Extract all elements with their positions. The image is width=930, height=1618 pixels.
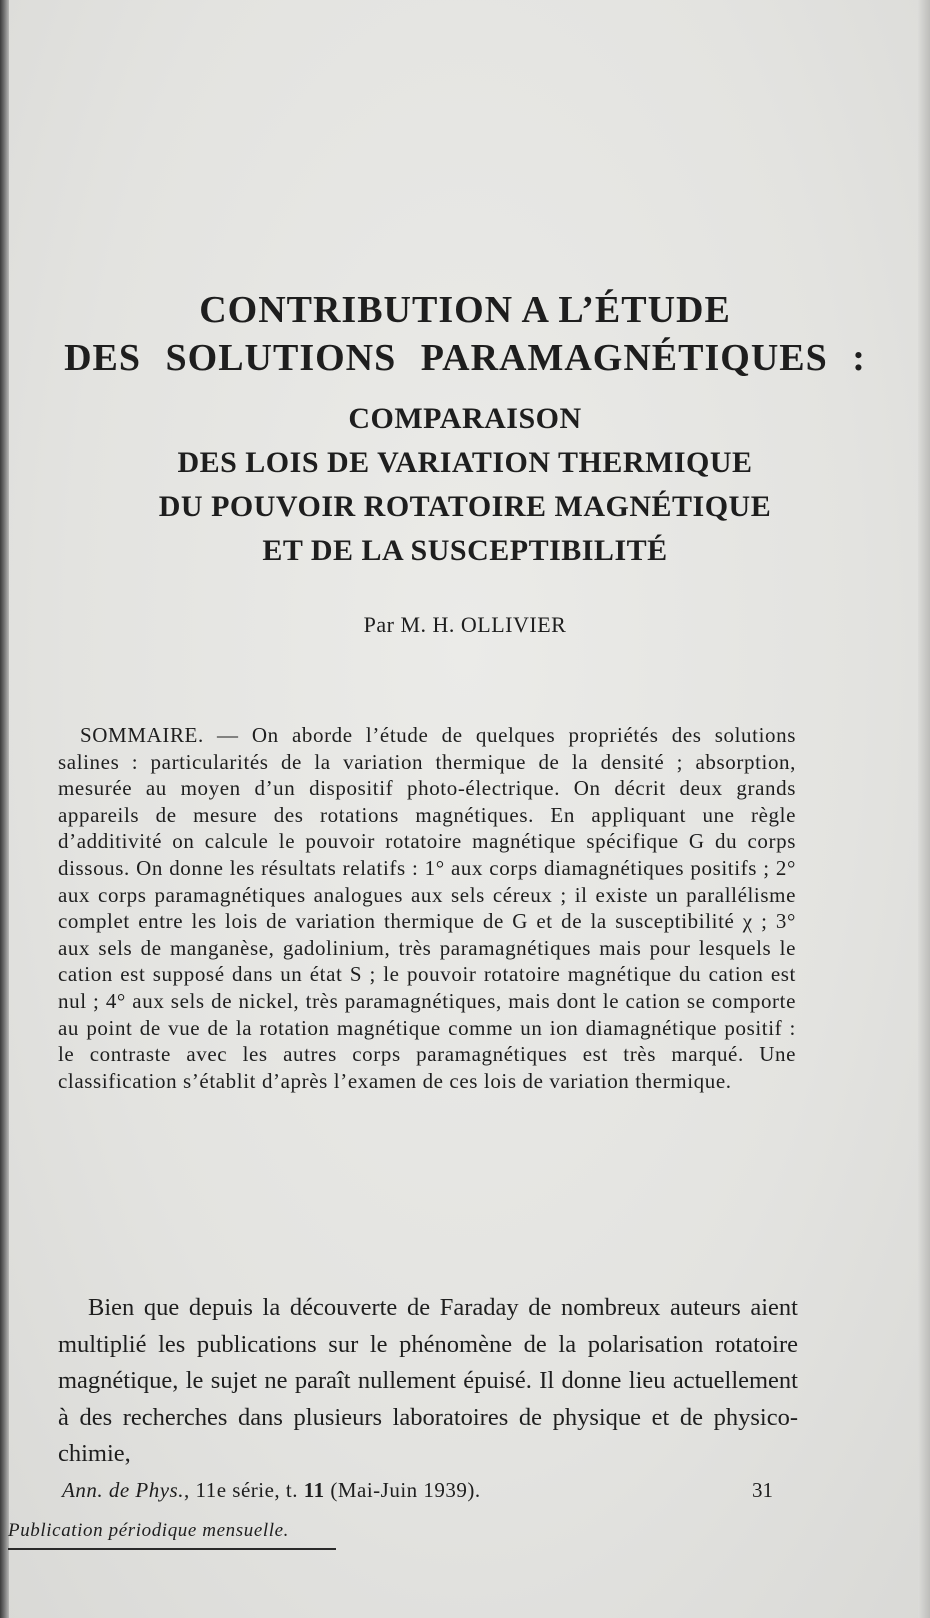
abstract-text: On aborde l’étude de quelques propriétés des solutions salines : particularités de la variation thermique de la densité ; absorption, mesurée au moyen d’un dispositif photo-électrique. On décrit deux grands appareils de mesure des rotations magnétiques. En appliquant une règle d’additivité on calcule le pouvoir rotatoire magnétique spécifique G du corps dissous. On donne les résultats relatifs : 1° aux corps diamagnétiques positifs ; 2° aux corps paramagnétiques analogues aux sels céreux ; il existe un parallélisme complet entre les lois de variation thermique de G et de la susceptibilité χ ; 3° aux sels de manganèse, gadolinium, très paramagnétiques mais pour lesquels le cation est supposé dans un état S ; le pouvoir rotatoire magnétique du cation est nul ; 4° aux sels de nickel, très paramagnétiques, mais dont le cation se comporte au point de vue de la rotation magnétique comme un ion diamagnétique positif : le contraste avec les autres corps paramagnétiques est très marqué. Une classification s’établit d’après l’examen de ces lois de variation thermique. <box>58 723 796 1093</box>
title-line-2: DES SOLUTIONS PARAMAGNÉTIQUES : <box>64 337 866 379</box>
subtitle-line-2: DES LOIS DE VARIATION THERMIQUE <box>177 446 753 479</box>
journal-series: , 11e série, t. <box>183 1478 299 1502</box>
subtitle-line-4: ET DE LA SUSCEPTIBILITÉ <box>262 534 668 567</box>
journal-volume: 11 <box>303 1478 325 1502</box>
journal-name: Ann. de Phys. <box>62 1478 184 1502</box>
journal-citation <box>62 1478 481 1503</box>
journal-date: (Mai-Juin 1939). <box>330 1478 481 1502</box>
title-line-1: CONTRIBUTION A L’ÉTUDE <box>199 289 731 331</box>
body-paragraph: Bien que depuis la découverte de Faraday de nombreux auteurs aient multiplié les publications sur le phénomène de la polarisation rotatoire magnétique, le sujet ne paraît nullement épuisé. Il donne lieu actuellement à des recherches dans plusieurs laboratoires de physique et de physico-chimie, <box>58 1294 798 1468</box>
subtitle-line-1: COMPARAISON <box>348 402 582 435</box>
page-binding-edge <box>0 0 9 1618</box>
abstract <box>58 722 796 1094</box>
page-right-edge <box>918 0 930 1618</box>
footer-rule <box>8 1548 336 1550</box>
author-byline: Par M. H. OLLIVIER <box>363 612 567 637</box>
publication-note: Publication périodique mensuelle. <box>8 1520 289 1541</box>
subtitle-line-3: DU POUVOIR ROTATOIRE MAGNÉTIQUE <box>158 490 772 523</box>
abstract-label: SOMMAIRE. — <box>80 723 239 747</box>
page-number: 31 <box>752 1478 773 1502</box>
